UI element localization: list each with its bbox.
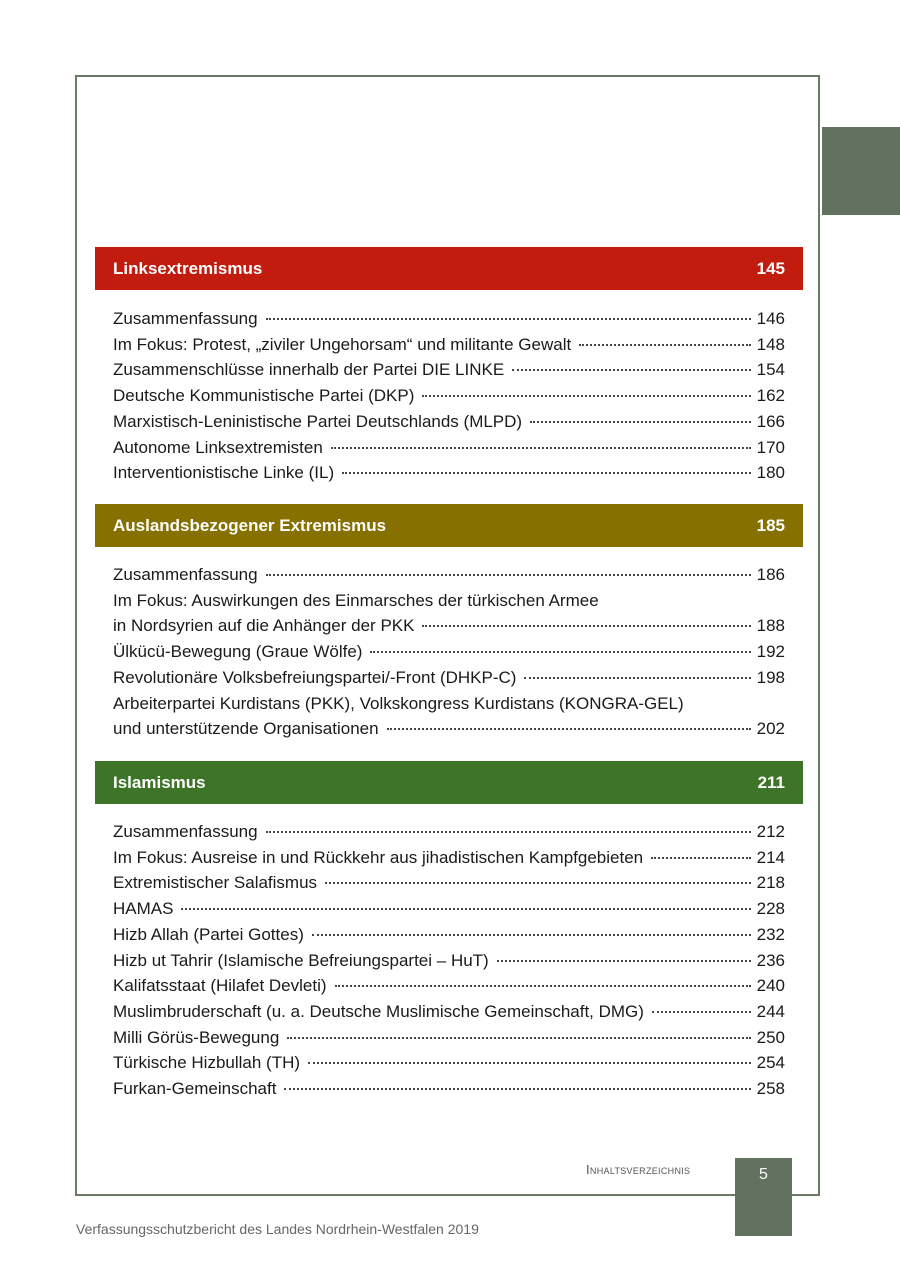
toc-entry-page: 162 <box>756 386 785 406</box>
toc-entry-page: 166 <box>756 411 785 431</box>
toc-entry[interactable] <box>113 845 785 871</box>
section-page: 211 <box>757 772 785 792</box>
toc-entry-title: Ülkücü-Bewegung (Graue Wölfe) <box>113 642 363 662</box>
leader-dots <box>422 395 750 397</box>
toc-entry-title: Im Fokus: Protest, „ziviler Ungehorsam“ und militante Gewalt <box>113 334 572 354</box>
publication-title: Verfassungsschutzbericht des Landes Nordrhein-Westfalen 2019 <box>76 1221 479 1237</box>
footer-section-label: Inhaltsverzeichnis <box>586 1162 691 1177</box>
toc-entry-page: 212 <box>756 822 785 841</box>
toc-entry[interactable] <box>113 1076 785 1102</box>
toc-entry-title: Autonome Linksextremisten <box>113 437 323 457</box>
toc-entry[interactable] <box>113 948 785 974</box>
toc-entry-title: Zusammenfassung <box>113 309 258 328</box>
toc-entry-title: Zusammenschlüsse innerhalb der Partei DIE LINKE <box>113 360 505 380</box>
toc-entry-title-line[interactable]: Im Fokus: Auswirkungen des Einmarsches der türkischen Armee <box>113 590 599 610</box>
section-title: Islamismus <box>113 772 206 792</box>
leader-dots <box>387 728 751 730</box>
leader-dots <box>579 344 750 346</box>
toc-entry-title: Furkan-Gemeinschaft <box>113 1079 277 1099</box>
leader-dots <box>652 1011 751 1013</box>
section-header-linksextremismus[interactable] <box>95 247 803 290</box>
toc-entry-page: 214 <box>756 847 785 867</box>
leader-dots <box>266 831 751 833</box>
toc-entry[interactable] <box>113 999 785 1025</box>
toc-entry-title: Marxistisch-Leninistische Partei Deutschlands (MLPD) <box>113 411 523 431</box>
toc-entry-page: 198 <box>756 667 785 687</box>
side-tab-marker <box>822 127 900 215</box>
toc-entry[interactable] <box>113 460 785 486</box>
toc-entry-page: 228 <box>756 899 785 919</box>
toc-entry-page: 250 <box>756 1027 785 1047</box>
toc-entry[interactable] <box>113 1050 785 1076</box>
toc-entry[interactable] <box>113 409 785 435</box>
toc-entry[interactable] <box>113 896 785 922</box>
leader-dots <box>335 985 751 987</box>
leader-dots <box>422 625 750 627</box>
toc-entry-page: 258 <box>756 1079 785 1099</box>
section-header-auslandsbezogener-extremismus[interactable] <box>95 504 803 547</box>
toc-entry[interactable] <box>113 1025 785 1051</box>
toc-entry-page: 180 <box>756 463 785 483</box>
toc-entry-page: 202 <box>756 719 785 739</box>
toc-entry[interactable] <box>113 306 785 332</box>
leader-dots <box>266 574 751 576</box>
toc-entry[interactable] <box>113 435 785 461</box>
toc-entry[interactable] <box>113 613 785 639</box>
leader-dots <box>181 908 750 910</box>
toc-entry[interactable] <box>113 357 785 383</box>
section-title: Auslandsbezogener Extremismus <box>113 515 387 535</box>
leader-dots <box>287 1037 750 1039</box>
toc-entry-title: Türkische Hizbullah (TH) <box>113 1053 301 1073</box>
toc-entry-title: Interventionistische Linke (IL) <box>113 463 335 483</box>
page-number: 5 <box>759 1166 768 1183</box>
toc-entry-title: Im Fokus: Ausreise in und Rückkehr aus jihadistischen Kampfgebieten <box>113 847 644 867</box>
toc-entry[interactable] <box>113 973 785 999</box>
toc-entry-title: und unterstützende Organisationen <box>113 719 379 739</box>
toc-entry-title: Milli Görüs-Bewegung <box>113 1027 280 1047</box>
page-number-box <box>735 1158 792 1236</box>
toc-entry-page: 188 <box>756 616 785 636</box>
toc-entry-page: 186 <box>756 565 785 584</box>
toc-list-auslandsbezogener-extremismus <box>113 562 785 742</box>
toc-entry-page: 192 <box>756 642 785 662</box>
leader-dots <box>308 1062 751 1064</box>
leader-dots <box>524 677 750 679</box>
toc-entry-title-line[interactable]: Arbeiterpartei Kurdistans (PKK), Volkskongress Kurdistans (KONGRA-GEL) <box>113 693 684 713</box>
leader-dots <box>331 447 751 449</box>
toc-list-linksextremismus <box>113 306 785 486</box>
toc-entry-title: Zusammenfassung <box>113 822 258 841</box>
leader-dots <box>312 934 751 936</box>
toc-entry-page: 146 <box>756 309 785 328</box>
toc-entry-title: Deutsche Kommunistische Partei (DKP) <box>113 386 415 406</box>
leader-dots <box>325 882 751 884</box>
leader-dots <box>370 651 750 653</box>
toc-entry-title: Hizb ut Tahrir (Islamische Befreiungspartei – HuT) <box>113 950 489 970</box>
toc-entry-title: Hizb Allah (Partei Gottes) <box>113 924 304 944</box>
toc-entry[interactable] <box>113 383 785 409</box>
leader-dots <box>512 369 750 371</box>
section-page: 185 <box>756 515 785 535</box>
leader-dots <box>284 1088 750 1090</box>
toc-entry-title: Revolutionäre Volksbefreiungspartei/-Front (DHKP-C) <box>113 667 517 687</box>
leader-dots <box>497 960 751 962</box>
toc-entry-page: 244 <box>756 1001 785 1021</box>
toc-entry[interactable] <box>113 922 785 948</box>
leader-dots <box>266 318 751 320</box>
toc-entry[interactable] <box>113 716 785 742</box>
section-header-islamismus[interactable] <box>95 761 803 804</box>
leader-dots <box>530 421 751 423</box>
toc-entry-page: 154 <box>756 360 785 380</box>
toc-entry-title: HAMAS <box>113 899 174 919</box>
leader-dots <box>651 857 751 859</box>
toc-entry[interactable] <box>113 819 785 845</box>
toc-entry[interactable] <box>113 562 785 588</box>
toc-entry[interactable] <box>113 639 785 665</box>
toc-entry-title: Muslimbruderschaft (u. a. Deutsche Muslimische Gemeinschaft, DMG) <box>113 1001 644 1021</box>
toc-entry-page: 232 <box>756 924 785 944</box>
toc-entry[interactable] <box>113 665 785 691</box>
toc-entry-title: Kalifatsstaat (Hilafet Devleti) <box>113 976 327 996</box>
toc-entry[interactable] <box>113 332 785 358</box>
toc-entry-title: Zusammenfassung <box>113 565 258 584</box>
leader-dots <box>342 472 751 474</box>
toc-entry-title: in Nordsyrien auf die Anhänger der PKK <box>113 616 415 636</box>
section-page: 145 <box>756 258 785 278</box>
toc-entry-page: 240 <box>756 976 785 996</box>
toc-entry-page: 170 <box>756 437 785 457</box>
toc-entry[interactable] <box>113 870 785 896</box>
section-title: Linksextremismus <box>113 258 263 278</box>
toc-entry-page: 148 <box>756 334 785 354</box>
toc-entry-title: Extremistischer Salafismus <box>113 873 318 893</box>
toc-entry-page: 254 <box>756 1053 785 1073</box>
toc-list-islamismus <box>113 819 785 1102</box>
toc-entry-page: 218 <box>756 873 785 893</box>
toc-entry-page: 236 <box>756 950 785 970</box>
